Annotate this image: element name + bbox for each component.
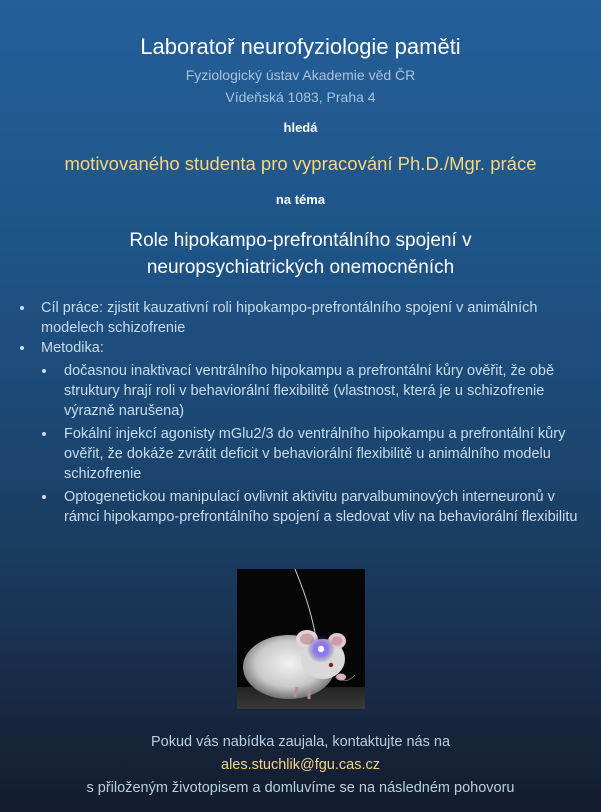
contact-outro: s přiloženým životopisem a domluvíme se na následném pohovoru xyxy=(86,780,515,796)
list-item-method-2 xyxy=(0,424,601,484)
topic-label: na téma xyxy=(275,192,326,207)
topic-line-2: neuropsychiatrických onemocněních xyxy=(146,257,455,278)
bullet-icon xyxy=(20,306,24,310)
method-step-text: Optogenetickou manipulací ovlivnit aktivitu parvalbuminových interneuronů v rámci hipokampo-prefrontálního spojení a sledovat vliv na behaviorální flexibilitu xyxy=(64,489,578,525)
contact-intro: Pokud vás nabídka zaujala, kontaktujte nás na xyxy=(150,734,451,750)
method-step-text: Fokální injekcí agonisty mGlu2/3 do ventrálního hipokampu a prefrontální kůry ověřit, že dokáže zvrátit deficit v behaviorální flexibilitě u animálního modelu schizofrenie xyxy=(64,426,566,482)
bullet-icon xyxy=(20,346,24,350)
topic-line-1: Role hipokampo-prefrontálního spojení v xyxy=(129,230,472,251)
rat-illustration xyxy=(237,569,365,709)
rat-optogenetics-photo xyxy=(237,569,365,709)
list-item-method-1 xyxy=(0,361,601,421)
goal-text: Cíl práce: zjistit kauzativní roli hipokampo-prefrontálního spojení v animálních modelech schizofrenie xyxy=(41,300,538,336)
contact-email-link[interactable]: ales.stuchlik@fgu.cas.cz xyxy=(221,757,380,773)
bullet-icon xyxy=(42,369,46,373)
method-text: Metodika: xyxy=(41,340,104,356)
topic-title xyxy=(0,227,601,281)
method-step-text: dočasnou inaktivací ventrálního hipokampu a prefrontální kůry ověřit, že obě struktury hrají roli v behaviorální flexibilitě (vlastnost, která je u schizofrenie výrazně narušena) xyxy=(64,363,555,419)
lab-title: Laboratoř neurofyziologie paměti xyxy=(140,34,461,59)
bullet-icon xyxy=(42,432,46,436)
description-list xyxy=(0,298,601,527)
bullet-icon xyxy=(42,495,46,499)
position-heading: motivovaného studenta pro vypracování Ph.D./Mgr. práce xyxy=(64,153,537,174)
institute-address: Vídeňská 1083, Praha 4 xyxy=(225,89,376,105)
list-item-method-3 xyxy=(0,487,601,527)
list-item-method xyxy=(0,338,601,358)
list-item-goal xyxy=(0,298,601,338)
institute-name: Fyziologický ústav Akademie věd ČR xyxy=(185,67,416,83)
seeking-label: hledá xyxy=(283,120,318,135)
